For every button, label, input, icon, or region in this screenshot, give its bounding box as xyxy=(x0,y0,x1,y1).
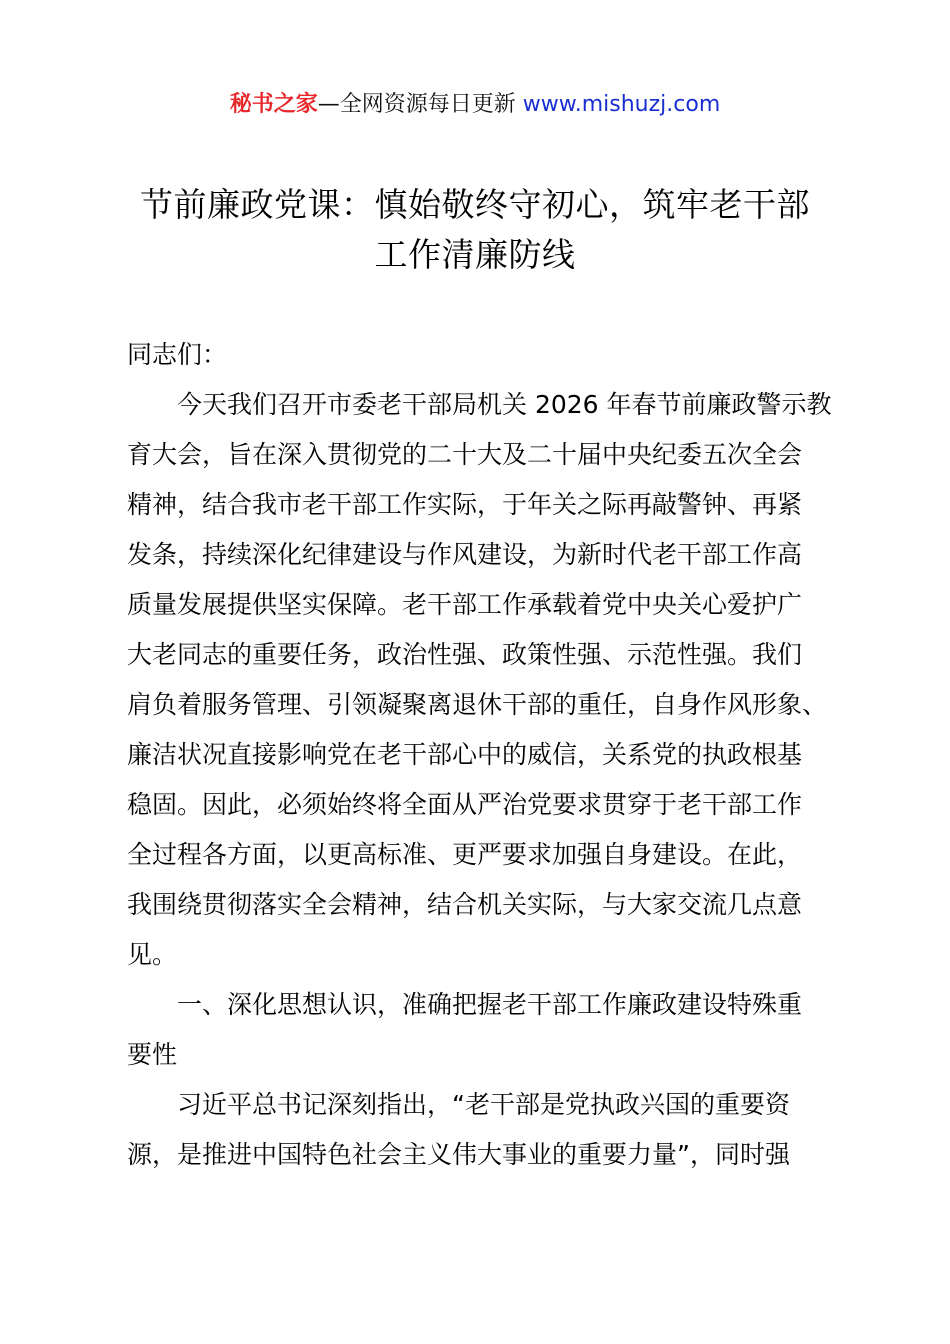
heading-line: 一、深化思想认识，准确把握老干部工作廉政建设特殊重 xyxy=(177,990,803,1019)
paragraph-line: 大老同志的重要任务，政治性强、政策性强、示范性强。我们 xyxy=(127,640,803,669)
paragraph-intro xyxy=(127,380,833,980)
document-title xyxy=(100,180,850,280)
paragraph-section-1 xyxy=(127,1080,833,1180)
title-line-2: 工作清廉防线 xyxy=(374,235,576,274)
paragraph-line: 育大会，旨在深入贯彻党的二十大及二十届中央纪委五次全会 xyxy=(127,440,803,469)
paragraph-line: 习近平总书记深刻指出，“老干部是党执政兴国的重要资 xyxy=(177,1090,790,1119)
paragraph-line: 发条，持续深化纪律建设与作风建设，为新时代老干部工作高 xyxy=(127,540,803,569)
paragraph-line: 质量发展提供坚实保障。老干部工作承载着党中央关心爱护广 xyxy=(127,590,803,619)
header-tagline: —全网资源每日更新 xyxy=(317,92,523,117)
document-body xyxy=(127,330,833,1180)
paragraph-line: 廉洁状况直接影响党在老干部心中的威信，关系党的执政根基 xyxy=(127,740,803,769)
site-header xyxy=(0,88,950,122)
site-url[interactable]: www.mishuzj.com xyxy=(522,92,721,117)
paragraph-line: 我围绕贯彻落实全会精神，结合机关实际，与大家交流几点意 xyxy=(127,890,803,919)
section-heading-1 xyxy=(127,980,833,1080)
salutation: 同志们： xyxy=(127,340,228,369)
paragraph-line: 全过程各方面，以更高标准、更严要求加强自身建设。在此， xyxy=(127,840,803,869)
paragraph-line: 见。 xyxy=(127,940,178,969)
paragraph-line: 稳固。因此，必须始终将全面从严治党要求贯穿于老干部工作 xyxy=(127,790,803,819)
paragraph-line: 肩负着服务管理、引领凝聚离退休干部的重任，自身作风形象、 xyxy=(127,690,828,719)
heading-line: 要性 xyxy=(127,1040,178,1069)
paragraph-line: 精神，结合我市老干部工作实际，于年关之际再敲警钟、再紧 xyxy=(127,490,803,519)
paragraph-line: 今天我们召开市委老干部局机关 2026 年春节前廉政警示教 xyxy=(177,390,832,419)
brand-name: 秘书之家 xyxy=(229,92,318,117)
title-line-1: 节前廉政党课：慎始敬终守初心，筑牢老干部 xyxy=(140,185,810,224)
paragraph-line: 源，是推进中国特色社会主义伟大事业的重要力量”，同时强 xyxy=(127,1140,790,1169)
